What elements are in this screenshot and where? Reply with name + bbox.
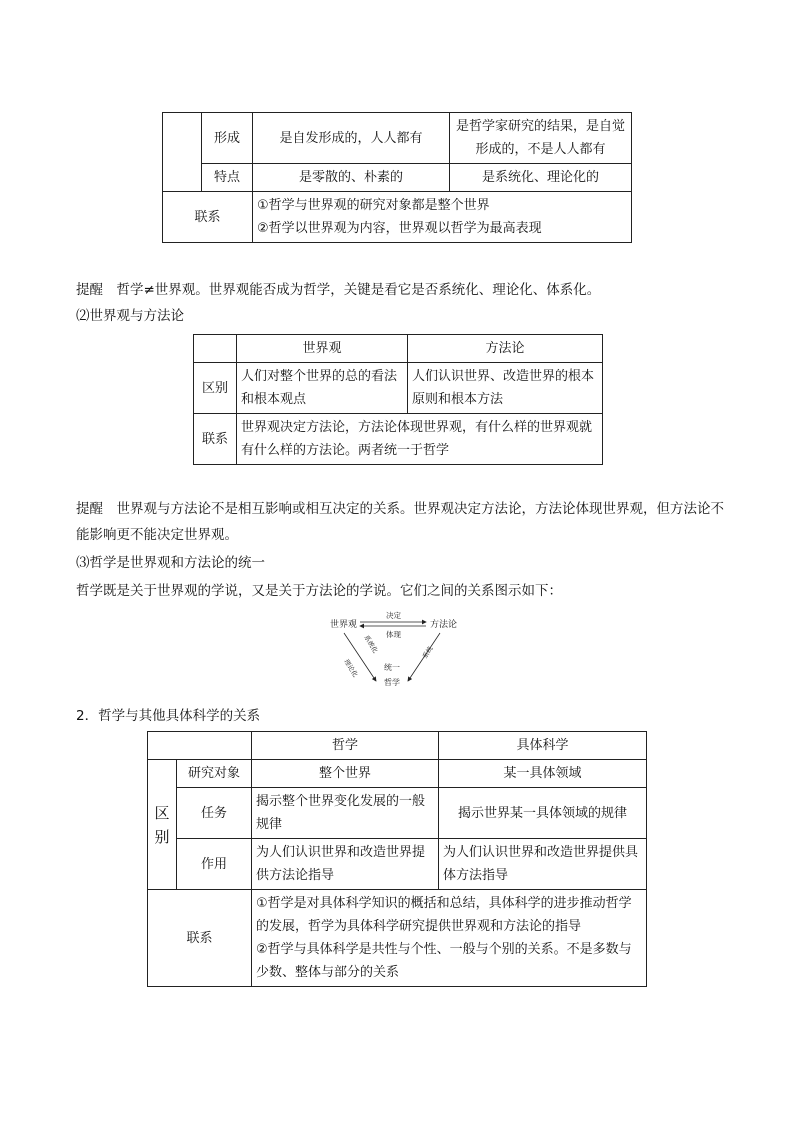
row-label: 联系	[148, 890, 252, 987]
cell-science: 为人们认识世界和改造世界提供具体方法指导	[439, 839, 647, 890]
cell-science: 某一具体领域	[439, 760, 647, 788]
cell-philosophy: 是哲学家研究的结果，是自觉形成的，不是人人都有	[450, 113, 632, 164]
table-row	[194, 363, 603, 414]
section-heading: 2．哲学与其他具体科学的关系	[76, 708, 261, 724]
table-row	[148, 788, 647, 839]
column-header: 方法论	[408, 335, 603, 363]
reminder-text: 提醒 世界观与方法论不是相互影响或相互决定的关系。世界观决定方法论，方法论体现世界观，但方法论不能影响更不能决定世界观。	[76, 501, 724, 543]
column-header: 具体科学	[439, 732, 647, 760]
cell-worldview: 人们对整个世界的总的看法和根本观点	[237, 363, 408, 414]
cell-philosophy: 是系统化、理论化的	[450, 164, 632, 192]
cell-philosophy: 为人们认识世界和改造世界提供方法论指导	[252, 839, 439, 890]
cell-common: 是零散的、朴素的	[253, 164, 450, 192]
relationship-diagram	[322, 607, 470, 693]
table-row	[148, 732, 647, 760]
node-methodology: 方法论	[430, 620, 458, 630]
cell-philosophy: 揭示整个世界变化发展的一般规律	[252, 788, 439, 839]
section-heading: ⑵世界观与方法论	[76, 308, 184, 324]
connection-line: ②哲学与具体科学是共性与个性、一般与个别的关系。不是多数与少数、整体与部分的关系	[256, 942, 632, 980]
row-label: 形成	[202, 113, 253, 164]
label-right: 系统	[420, 644, 435, 661]
label-decides: 决定	[386, 611, 401, 620]
reminder-text: 提醒 哲学≠世界观。世界观能否成为哲学，关键是看它是否系统化、理论化、体系化。	[76, 282, 601, 298]
row-label: 特点	[202, 164, 253, 192]
empty-cell	[148, 732, 252, 760]
table-row	[163, 164, 632, 192]
connection-line: ①哲学与世界观的研究对象都是整个世界	[257, 198, 490, 213]
row-label: 联系	[163, 192, 253, 243]
cell-methodology: 人们认识世界、改造世界的根本原则和根本方法	[408, 363, 603, 414]
table-row	[163, 113, 632, 164]
column-header: 哲学	[252, 732, 439, 760]
table-row	[163, 192, 632, 243]
cell-common: 是自发形成的，人人都有	[253, 113, 450, 164]
table-row	[148, 760, 647, 788]
table-row	[148, 839, 647, 890]
column-header: 世界观	[237, 335, 408, 363]
label-left-outer: 理论化	[342, 657, 360, 679]
row-label: 任务	[177, 788, 252, 839]
connection-cell: 世界观决定方法论，方法论体现世界观，有什么样的世界观就有什么样的方法论。两者统一于哲学	[237, 414, 603, 465]
node-unity: 统一	[384, 663, 400, 672]
table-philosophy-vs-worldview	[162, 112, 632, 243]
node-philosophy: 哲学	[384, 678, 400, 687]
connection-cell	[252, 890, 647, 987]
row-label: 联系	[194, 414, 237, 465]
label-left-inner: 系统化	[362, 633, 380, 655]
cell-philosophy: 整个世界	[252, 760, 439, 788]
table-row	[194, 414, 603, 465]
connection-line: ①哲学是对具体科学知识的概括和总结，具体科学的进步推动哲学的发展，哲学为具体科学研究提供世界观和方法论的指导	[256, 896, 632, 934]
table-row	[148, 890, 647, 987]
row-label: 研究对象	[177, 760, 252, 788]
connection-line: ②哲学以世界观为内容，世界观以哲学为最高表现	[257, 221, 542, 236]
connection-cell	[253, 192, 632, 243]
table-philosophy-vs-science	[147, 731, 647, 987]
row-label: 作用	[177, 839, 252, 890]
row-label: 区别	[194, 363, 237, 414]
empty-cell	[194, 335, 237, 363]
empty-cell	[163, 113, 202, 192]
row-label: 区别	[148, 760, 177, 890]
label-embodies: 体现	[386, 630, 401, 639]
table-row	[194, 335, 603, 363]
section-heading: ⑶哲学是世界观和方法论的统一	[76, 555, 265, 571]
cell-science: 揭示世界某一具体领域的规律	[439, 788, 647, 839]
intro-text: 哲学既是关于世界观的学说，又是关于方法论的学说。它们之间的关系图示如下：	[76, 583, 562, 599]
node-worldview: 世界观	[330, 620, 358, 630]
table-worldview-methodology	[193, 334, 603, 465]
